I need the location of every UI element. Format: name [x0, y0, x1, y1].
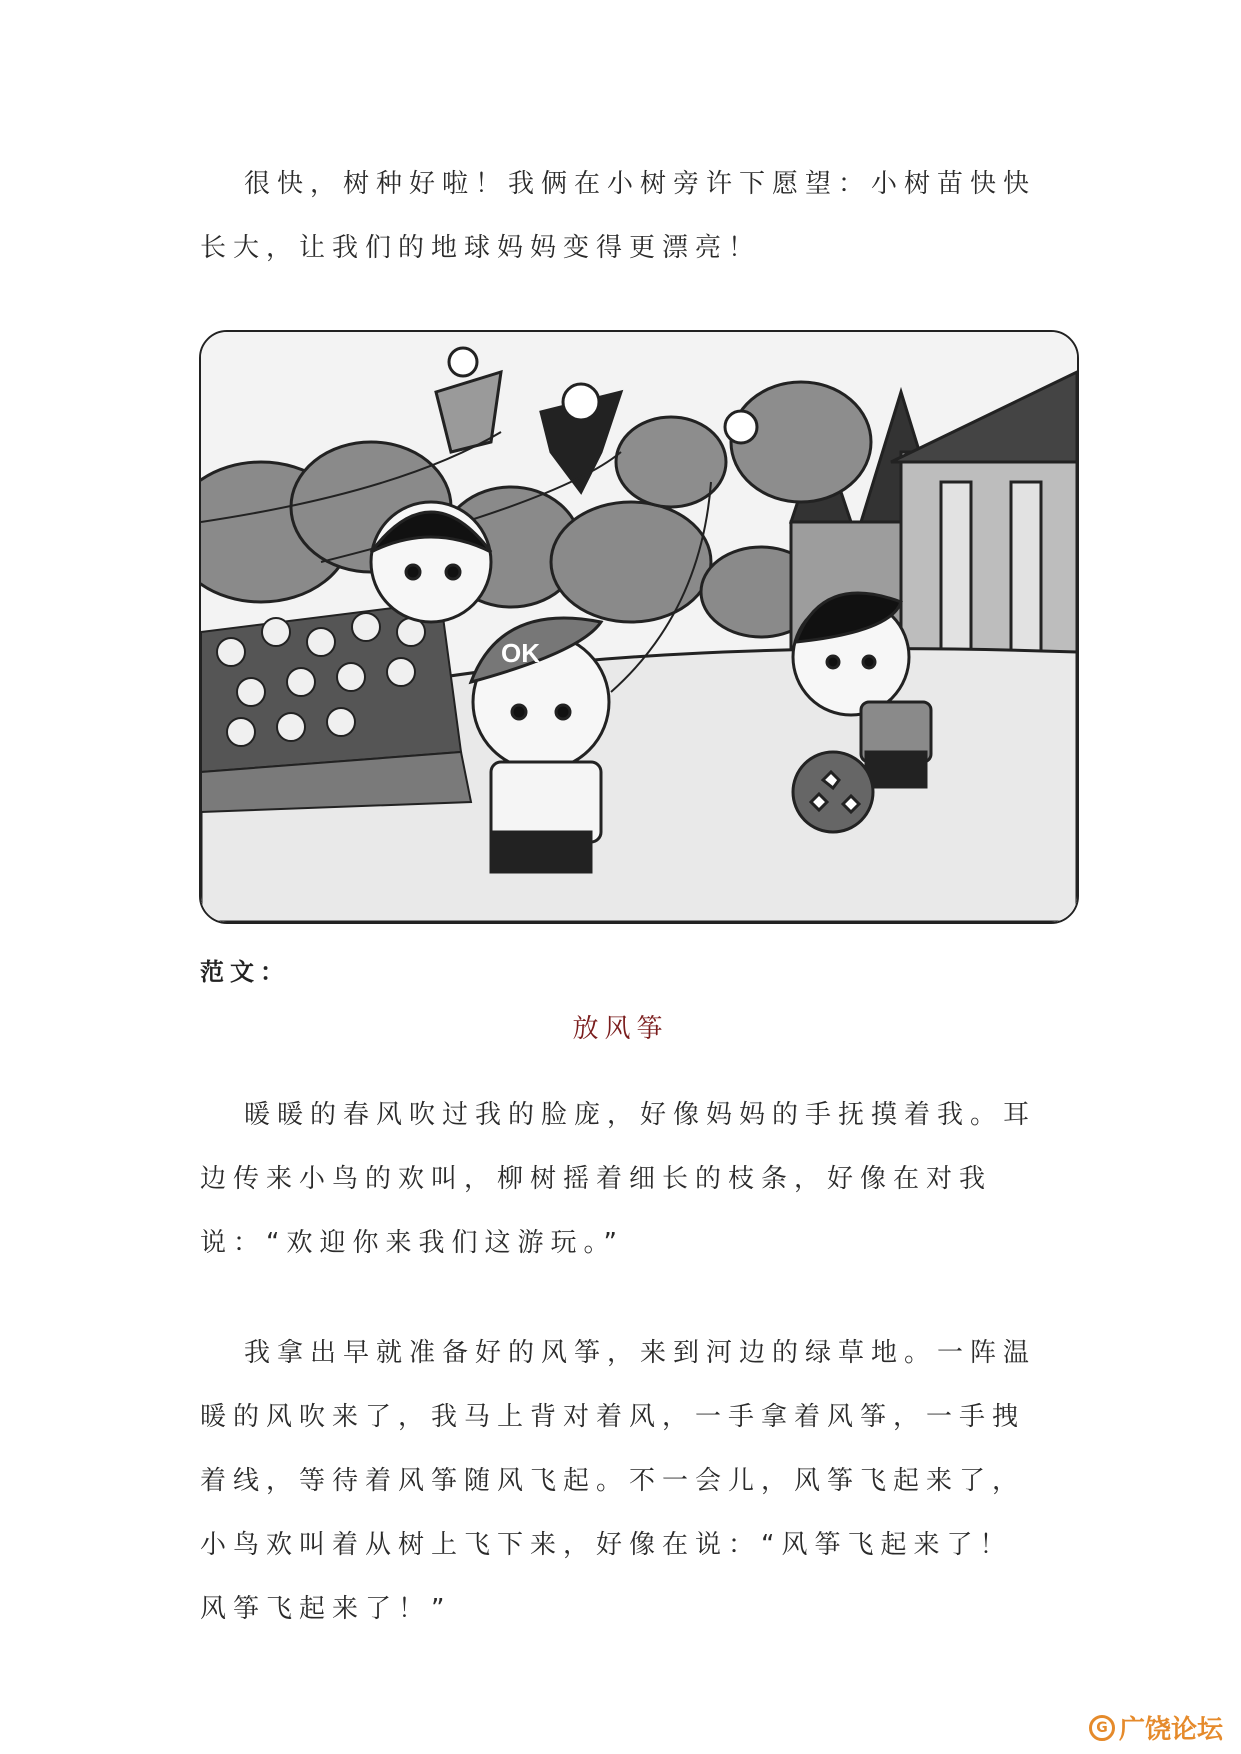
boy-with-cap — [471, 618, 609, 872]
svg-text:OK: OK — [501, 638, 540, 668]
watermark — [1089, 1709, 1223, 1746]
intro-paragraph: 很快，树种好啦！我俩在小树旁许下愿望：小树苗快快长大，让我们的地球妈妈变得更漂亮！ — [200, 169, 1037, 263]
flower-bed — [201, 602, 471, 812]
watermark-text: 广饶论坛 — [1118, 1715, 1223, 1745]
essay-paragraph-1: 暖暖的春风吹过我的脸庞，好像妈妈的手抚摸着我。耳边传来小鸟的欢叫，柳树摇着细长的枝条，好像在对我说：“欢迎你来我们这游玩。” — [200, 1100, 1037, 1258]
essay-paragraph-2: 我拿出早就准备好的风筝，来到河边的绿草地。一阵温暖的风吹来了，我马上背对着风，一手拿着风筝，一手拽着线，等待着风筝随风飞起。不一会儿，风筝飞起来了，小鸟欢叫着从树上飞下来，好像在说：“风筝飞起来了！风筝飞起来了！” — [200, 1338, 1037, 1624]
g-logo-icon: G — [1089, 1715, 1115, 1741]
section-label: 范文： — [200, 958, 290, 986]
children-flying-kites-illustration — [199, 330, 1079, 924]
essay-title: 放风筝 — [572, 1014, 669, 1044]
girl-figure — [371, 502, 491, 622]
